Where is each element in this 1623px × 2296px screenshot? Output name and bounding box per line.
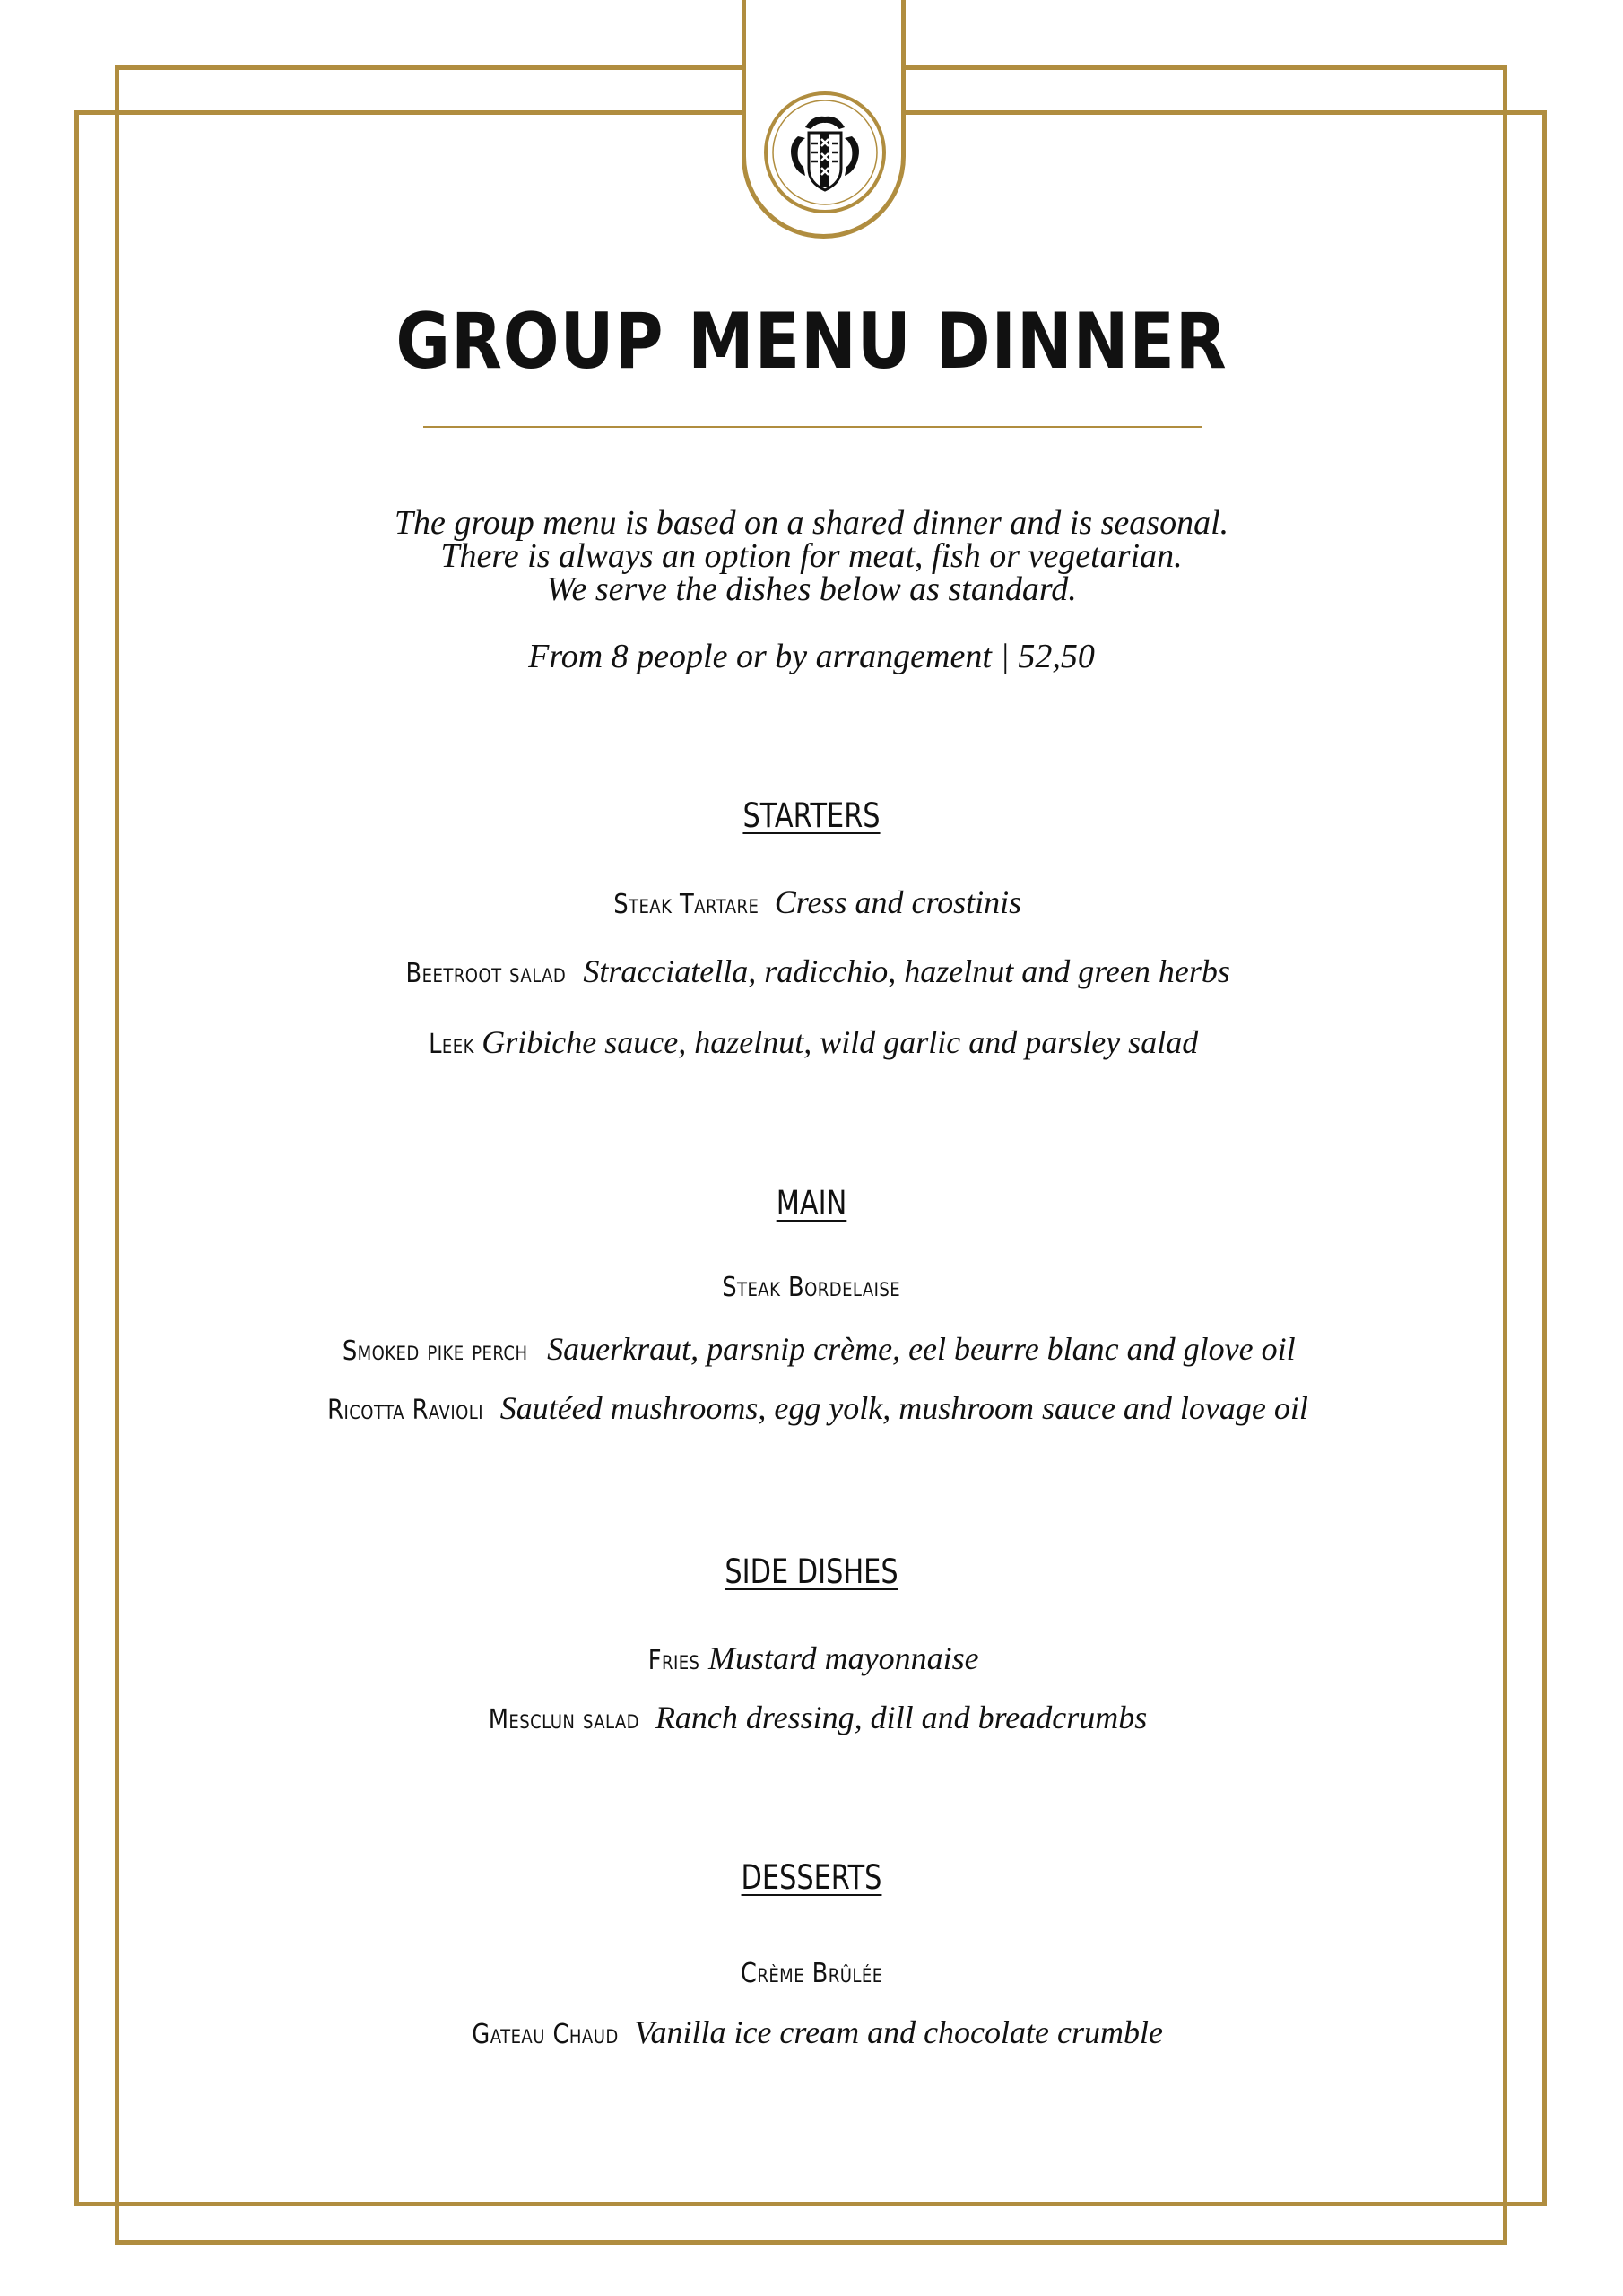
dish-description: Sauerkraut, parsnip crème, eel beurre blanc and glove oil <box>547 1331 1296 1367</box>
menu-item <box>0 883 1623 921</box>
dish-description: Gribiche sauce, hazelnut, wild garlic and parsley salad <box>482 1024 1199 1060</box>
price-info: From 8 people or by arrangement | 52,50 <box>528 638 1095 675</box>
section-title-side-dishes: SIDE DISHES <box>725 1552 898 1591</box>
dish-description: Ranch dressing, dill and breadcrumbs <box>655 1700 1148 1735</box>
dish-name: Beetroot salad <box>405 958 567 989</box>
menu-item <box>0 1023 1623 1061</box>
dish-name: Smoked pike perch <box>343 1335 528 1367</box>
menu-item <box>0 952 1623 990</box>
menu-item <box>0 1699 1623 1736</box>
intro-text <box>0 504 1623 608</box>
dish-description: Mustard mayonnaise <box>707 1640 979 1676</box>
dish-name: Crème Brûlée <box>740 1958 883 1989</box>
dish-description: Vanilla ice cream and chocolate crumble <box>634 2014 1163 2050</box>
menu-item <box>0 1330 1623 1368</box>
dish-name: Steak Bordelaise <box>722 1272 901 1303</box>
dish-name: Mesclun salad <box>488 1704 639 1735</box>
menu-item <box>0 1952 1623 1990</box>
section-title-main: MAIN <box>776 1184 847 1222</box>
intro-line: There is always an option for meat, fish or vegetarian. <box>440 537 1183 575</box>
title-divider <box>423 426 1202 428</box>
page-title: GROUP MENU DINNER <box>395 297 1228 387</box>
dish-name: Gateau Chaud <box>472 2019 619 2050</box>
section-title-starters: STARTERS <box>742 796 881 835</box>
section-title-desserts: DESSERTS <box>741 1858 882 1897</box>
menu-item <box>0 1389 1623 1427</box>
dish-description: Stracciatella, radicchio, hazelnut and green herbs <box>583 953 1230 989</box>
dish-description: Sautéed mushrooms, egg yolk, mushroom sauce and lovage oil <box>499 1390 1308 1426</box>
intro-line: We serve the dishes below as standard. <box>546 570 1077 608</box>
menu-item <box>0 2013 1623 2051</box>
dish-name: Steak Tartare <box>613 889 759 920</box>
dish-description: Cress and crostinis <box>774 884 1022 920</box>
dish-name: Fries <box>648 1645 700 1676</box>
amsterdam-crest-icon <box>762 90 888 215</box>
intro-line: The group menu is based on a shared dinner and is seasonal. <box>394 504 1229 542</box>
dish-name: Leek <box>428 1029 474 1060</box>
menu-item <box>0 1266 1623 1304</box>
dish-name: Ricotta Ravioli <box>327 1395 484 1426</box>
menu-item <box>0 1639 1623 1677</box>
